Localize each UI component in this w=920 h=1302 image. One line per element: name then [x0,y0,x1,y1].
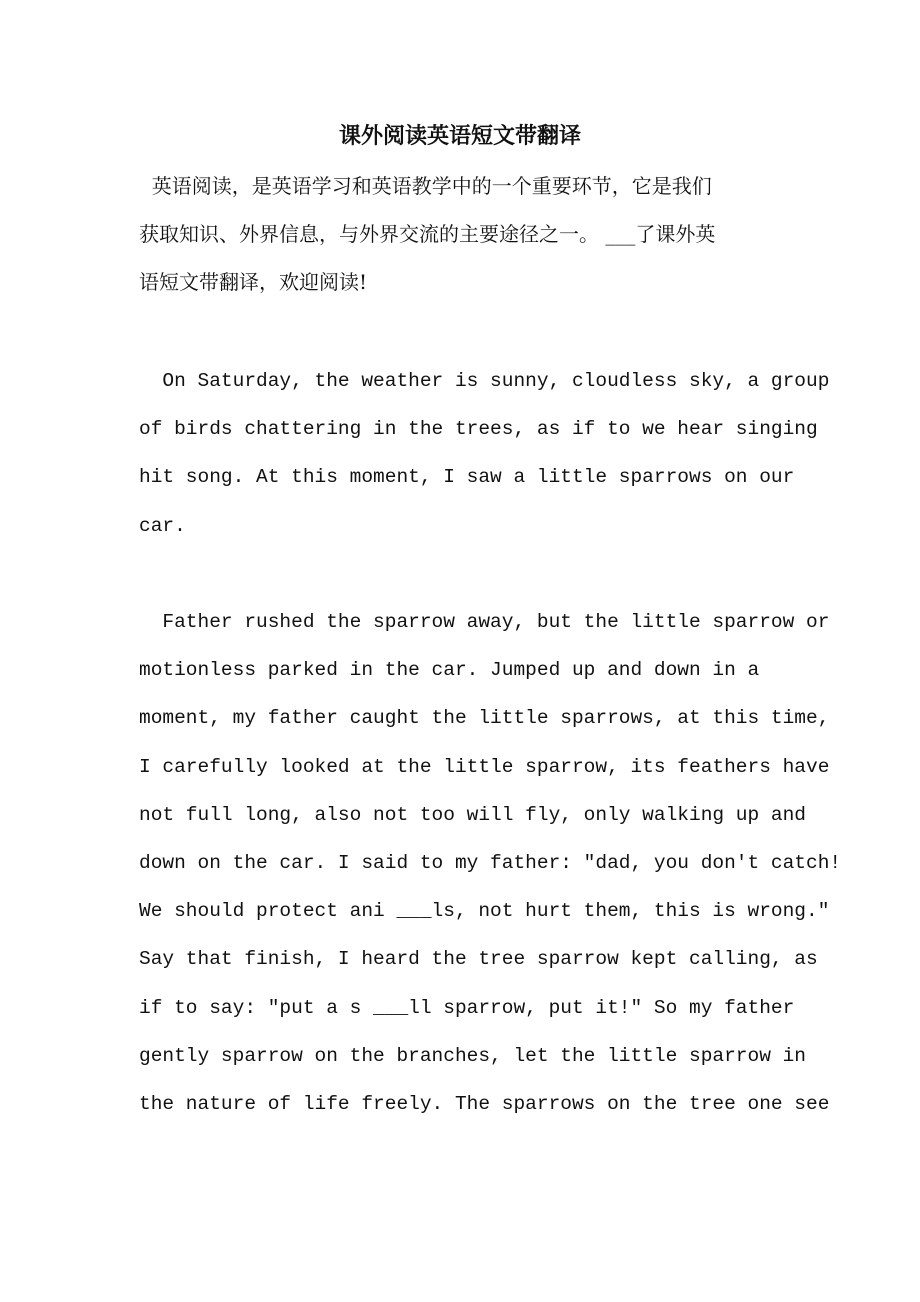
intro-line: 英语阅读，是英语学习和英语教学中的一个重要环节，它是我们 [139,174,712,198]
intro-paragraph [139,162,779,306]
paragraph-line: I carefully looked at the little sparrow, its feathers have [139,755,830,778]
paragraph-line: On Saturday, the weather is sunny, cloudless sky, a group [139,370,830,392]
paragraph-line: the nature of life freely. The sparrows on the tree one see [139,1093,830,1116]
paragraph-line: Father rushed the sparrow away, but the little sparrow or [139,611,830,633]
paragraph-line: of birds chattering in the trees, as if to we hear singing [139,418,818,441]
paragraph-line: down on the car. I said to my father: ″dad, you don′t catch! [139,852,842,875]
paragraph-line: gently sparrow on the branches, let the little sparrow in [139,1044,807,1067]
paragraph-line: Say that finish, I heard the tree sparrow kept calling, as [139,948,818,971]
paragraph-line: if to say: ″put a s ___ll sparrow, put it!″ So my father [139,996,795,1019]
paragraph-line: hit song. At this moment, I saw a little sparrows on our [139,466,795,489]
paragraph-line: motionless parked in the car. Jumped up and down in a [139,659,760,682]
paragraph-line: car. [139,514,186,537]
paragraph-line: We should protect ani ___ls, not hurt them, this is wrong.″ [139,900,830,923]
intro-line: 语短文带翻译，欢迎阅读! [139,270,368,294]
english-paragraph-2 [139,598,842,1128]
paragraph-line: moment, my father caught the little sparrows, at this time, [139,707,830,730]
paragraph-line: not full long, also not too will fly, only walking up and [139,803,807,826]
document-title: 课外阅读英语短文带翻译 [338,123,581,149]
intro-line: 获取知识、外界信息，与外界交流的主要途径之一。 ___了课外英 [139,222,716,246]
english-paragraph-1 [139,357,830,550]
